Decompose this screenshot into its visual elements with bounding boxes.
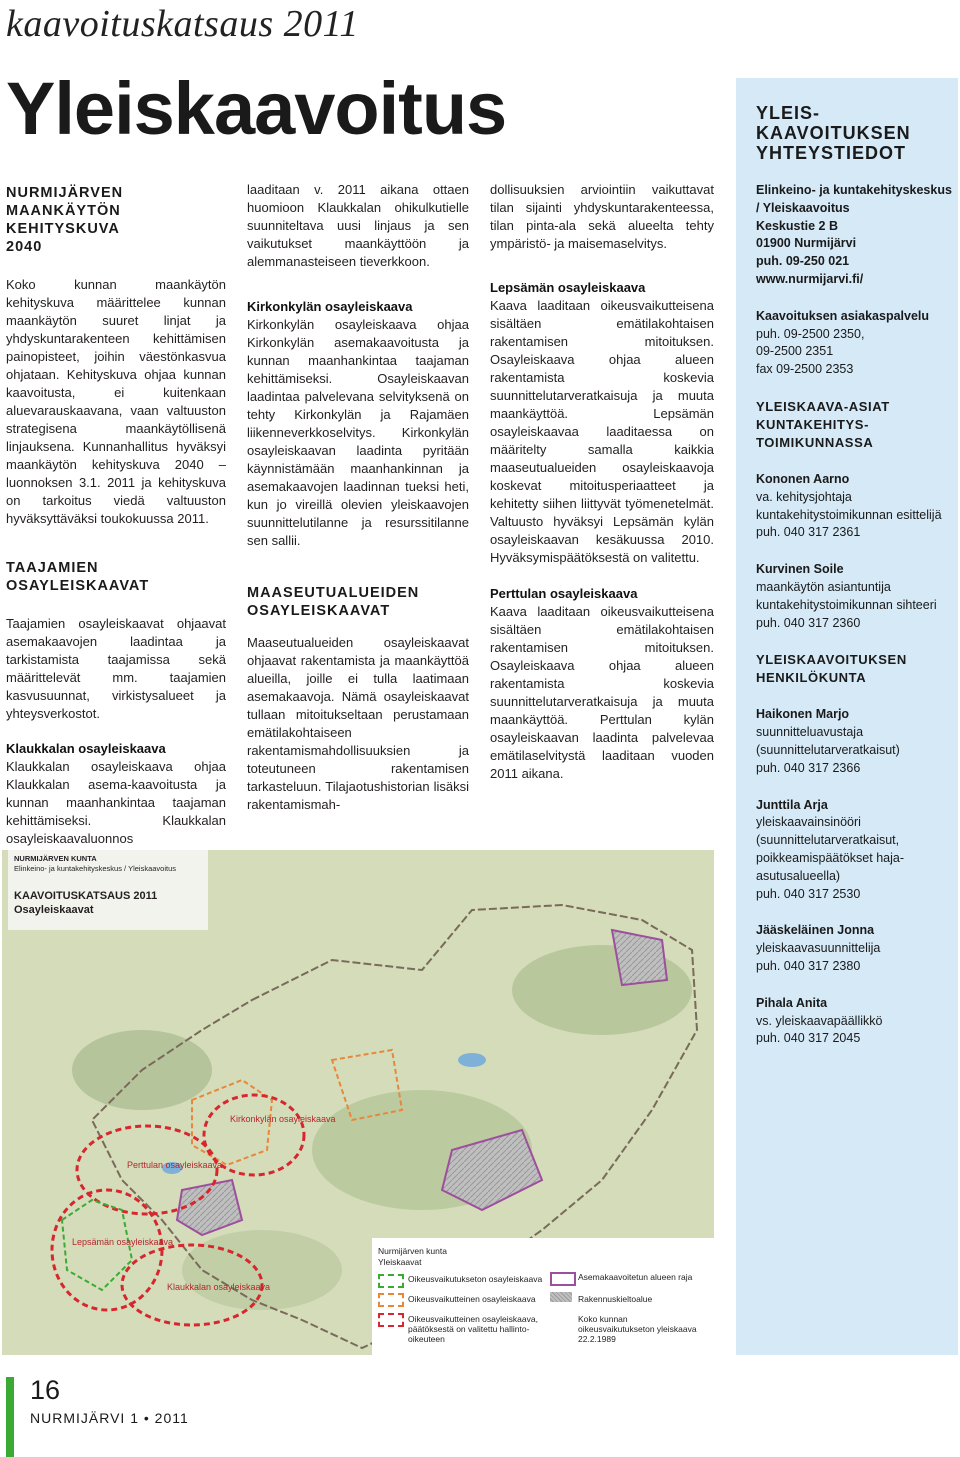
staff-4-name: Pihala Anita: [756, 995, 828, 1010]
service-title: Kaavoituksen asiakaspalvelu: [756, 308, 930, 323]
org-name: Elinkeino- ja kuntakehityskeskus / Yleiskaavoitus: [756, 183, 952, 215]
legend-item-4: Asemakaavoitetun alueen raja: [578, 1272, 693, 1282]
legend-swatch-orange: [378, 1293, 404, 1307]
map-label-lepsama: Lepsämän osayleiskaava: [72, 1237, 174, 1247]
staff-3-role: yleiskaavasuunnittelija: [756, 941, 881, 956]
heading-office: YLEISKAAVA-ASIAT KUNTAKEHITYS-TOIMIKUNNASSA: [756, 398, 890, 450]
service-phone-2: 09-2500 2351: [756, 344, 834, 359]
text-kirkonkyla: Kirkonkylän osayleiskaava ohjaa Kirkonkylän asemakaavoitusta ja kunnan maanhankintaa taajaman kehittämiseksi. Osayleiskaavan laadintaa palvelevana selvityksenä on tehty Kirkonkylän ja Rajamäen liikenneverkkoselvitys. Kirkonkylän osayleiskaavan laadinta pyritään käynnistämään maanhankinnan ja asemakaavojen laadinnan tueksi heti, kun jo vireillä olevien yleiskaavojen suunnittelutilanne ja resurssitilanne sen sallii.: [247, 317, 469, 548]
legend-swatch-red: [378, 1313, 404, 1327]
text-klaukkala-cont: laaditaan v. 2011 aikana ottaen huomioon Klaukkalan ohikulkutielle suunniteltava uusi linjaus ja sen vaikutukset maankäyttöön ja alemmanasteiseen tieverkkoon.: [247, 182, 469, 269]
staff-4-phone: puh. 040 317 2045: [756, 1031, 861, 1046]
service-fax: fax 09-2500 2353: [756, 362, 854, 377]
page-title: Yleiskaavoitus: [6, 67, 507, 150]
column-2: [247, 181, 469, 814]
text-maaseutu-cont: dollisuuksien arviointiin vaikuttavat tilan sijainti yhdyskuntarakenteessa, tilan pinta-ala sekä alueelta tehty ympäristö- ja maisemaselvitys.: [490, 182, 714, 251]
legend-item-3: Oikeusvaikutteinen osayleiskaava, päätöksestä on valitettu hallinto-oikeuteen: [408, 1314, 538, 1344]
text-perttula: Kaava laaditaan oikeusvaikutteisena sisältäen emätilakohtaisen rakentamisen mitoituksen. Osayleiskaava ohjaa alueen rakentamista koskevia suunnittelutarveratkaisuja ja muuta maankäyttöä. Perttulan kylän osayleiskaavan laadinta palvelevaa emätilaselvitystä laaditaan vuoden 2011 aikana.: [490, 604, 714, 781]
person-2-role: maankäytön asiantuntija kuntakehitystoimikunnan sihteeri: [756, 579, 937, 612]
heading-staff: YLEISKAAVOITUKSEN HENKILÖKUNTA: [756, 652, 907, 686]
text-klaukkala: Klaukkalan osayleiskaava ohjaa Klaukkalan asema-kaavoitusta ja kunnan maanhankintaa taajaman kehittämiseksi. Klaukkalan osayleiskaavaluonnos: [6, 759, 226, 846]
heading-perttula: Perttulan osayleiskaava: [490, 586, 638, 601]
person-2-phone: puh. 040 317 2360: [756, 615, 861, 630]
website-link[interactable]: www.nurmijarvi.fi/: [756, 271, 864, 286]
series-title: kaavoituskatsaus 2011: [6, 3, 359, 45]
heading-kehityskuva: NURMIJÄRVEN MAANKÄYTÖN KEHITYSKUVA 2040: [6, 185, 124, 255]
staff-3-name: Jääskeläinen Jonna: [756, 923, 875, 938]
publication-name: NURMIJÄRVI 1 • 2011: [30, 1410, 189, 1426]
map-label-perttula: Perttulan osayleiskaava: [127, 1160, 223, 1170]
legend-swatch-hatch: [550, 1292, 572, 1302]
staff-1-name: Haikonen Marjo: [756, 707, 850, 722]
person-1-role: va. kehitysjohtaja kuntakehitystoimikunnan esittelijä: [756, 489, 942, 522]
text-taajamat: Taajamien osayleiskaavat ohjaavat asemakaavojen laadintaa ja tarkistamista taajamissa sekä määrittelevät mm. taajamien kasvusuunnat, virkistysalueet ja yhteysverkostot.: [6, 616, 226, 721]
person-1-phone: puh. 040 317 2361: [756, 525, 861, 540]
legend-title-2: Yleiskaavat: [378, 1257, 422, 1267]
staff-1-role: suunnitteluavustaja (suunnittelutarveratkaisut): [756, 725, 900, 757]
address-line-2: 01900 Nurmijärvi: [756, 236, 857, 251]
legend-item-6: Koko kunnan oikeusvaikutukseton yleiskaava 22.2.1989: [578, 1314, 697, 1344]
map-head-org: NURMIJÄRVEN KUNTA: [14, 854, 97, 863]
footer-accent-bar: [6, 1377, 14, 1457]
map-header: [8, 850, 208, 930]
legend-title-1: Nurmijärven kunta: [378, 1246, 447, 1256]
heading-maaseutu: MAASEUTUALUEIDEN OSAYLEISKAAVAT: [247, 585, 420, 619]
staff-2-phone: puh. 040 317 2530: [756, 886, 861, 901]
map-legend: [372, 1238, 714, 1355]
map-head-subtitle: Osayleiskaavat: [14, 904, 94, 916]
staff-3-phone: puh. 040 317 2380: [756, 958, 861, 973]
column-3: [490, 181, 714, 783]
text-kehityskuva: Koko kunnan maankäytön kehityskuva määrittelee kunnan maankäytön suuret linjat ja yhdyskuntarakenteen kehittämisen painopisteet, joihin väestönkasvua ohjataan. Kehityskuva ohjaa kunnan kaavoitusta, ei kuitenkaan aluevarauskaavana, vaan valtuuston strategisena maankäytöllisenä linjauksena. Kunnanhallitus hyväksyi maankäytön kehityskuva 2040 –luonnoksen 3.1. 2011 ja kehityskuva on tarkoitus viedä valtuuston hyväksyttäväksi toukokuussa 2011.: [6, 277, 226, 526]
service-phone-1: puh. 09-2500 2350,: [756, 326, 865, 341]
staff-1-phone: puh. 040 317 2366: [756, 760, 861, 775]
address-line-1: Keskustie 2 B: [756, 218, 838, 233]
map-head-dept: Elinkeino- ja kuntakehityskeskus / Yleiskaavoitus: [14, 864, 177, 873]
staff-2-role: yleiskaavainsinööri (suunnittelutarveratkaisut, poikkeamispäätökset haja-asutusalueella): [756, 815, 904, 883]
text-lepsama: Kaava laaditaan oikeusvaikutteisena sisältäen emätilakohtaisen rakentamisen mitoituksen. Osayleiskaava ohjaa alueen rakentamista koskevia suunnittelutarveratkaisuja ja muuta maankäyttöä. Lepsämän osayleiskaavaa laaditaessa on määritelty samalla kaikkia maaseutualueiden osayleiskaavoja koskevat mitoitusperiaatteet ja kehitetty siihen liittyvät työmenetelmät. Valtuusto hyväksyi Lepsämän kylän osayleiskaavan kesäkuussa 2010. Hyväksymispäätöksestä on valitettu.: [490, 298, 714, 565]
legend-swatch-purple: [550, 1272, 576, 1286]
contact-sidebar: [736, 78, 958, 1355]
sidebar-title: YLEIS- KAAVOITUKSEN YHTEYSTIEDOT: [756, 103, 911, 163]
staff-4-role: vs. yleiskaavapäällikkö: [756, 1013, 883, 1028]
heading-lepsama: Lepsämän osayleiskaava: [490, 280, 646, 295]
legend-item-5: Rakennuskieltoalue: [578, 1294, 653, 1304]
map-head-title: KAAVOITUSKATSAUS 2011: [14, 890, 158, 902]
text-maaseutu: Maaseutualueiden osayleiskaavat ohjaavat rakentamista ja maankäyttöä alueilla, joille ei tulla laatimaan asemakaavoja. Nämä osayleiskaavat tullaan mitoitukseltaan perustamaan emätilakohtaiseen rakentamismahdollisuuksien ja toteutuneen rakentamisen tarkasteluun. Tilajaotushistorian lisäksi rakentamismah-: [247, 635, 469, 812]
column-1: [6, 184, 226, 848]
legend-swatch-green: [378, 1274, 404, 1288]
person-2-name: Kurvinen Soile: [756, 562, 844, 577]
legend-item-2: Oikeusvaikutteinen osayleiskaava: [408, 1294, 536, 1304]
heading-klaukkala: Klaukkalan osayleiskaava: [6, 741, 166, 756]
heading-taajamat: TAAJAMIEN OSAYLEISKAAVAT: [6, 560, 150, 594]
person-1-name: Kononen Aarno: [756, 471, 850, 486]
page-number: 16: [30, 1375, 61, 1405]
sidebar-body: [756, 182, 952, 1048]
phone-main: puh. 09-250 021: [756, 254, 850, 269]
legend-item-1: Oikeusvaikutukseton osayleiskaava: [408, 1274, 543, 1284]
map-label-klaukkala: Klaukkalan osayleiskaava: [167, 1282, 271, 1292]
map-label-kirkonkyla: Kirkonkylän osayleiskaava: [230, 1114, 336, 1124]
heading-kirkonkyla: Kirkonkylän osayleiskaava: [247, 299, 413, 314]
staff-2-name: Junttila Arja: [756, 797, 828, 812]
